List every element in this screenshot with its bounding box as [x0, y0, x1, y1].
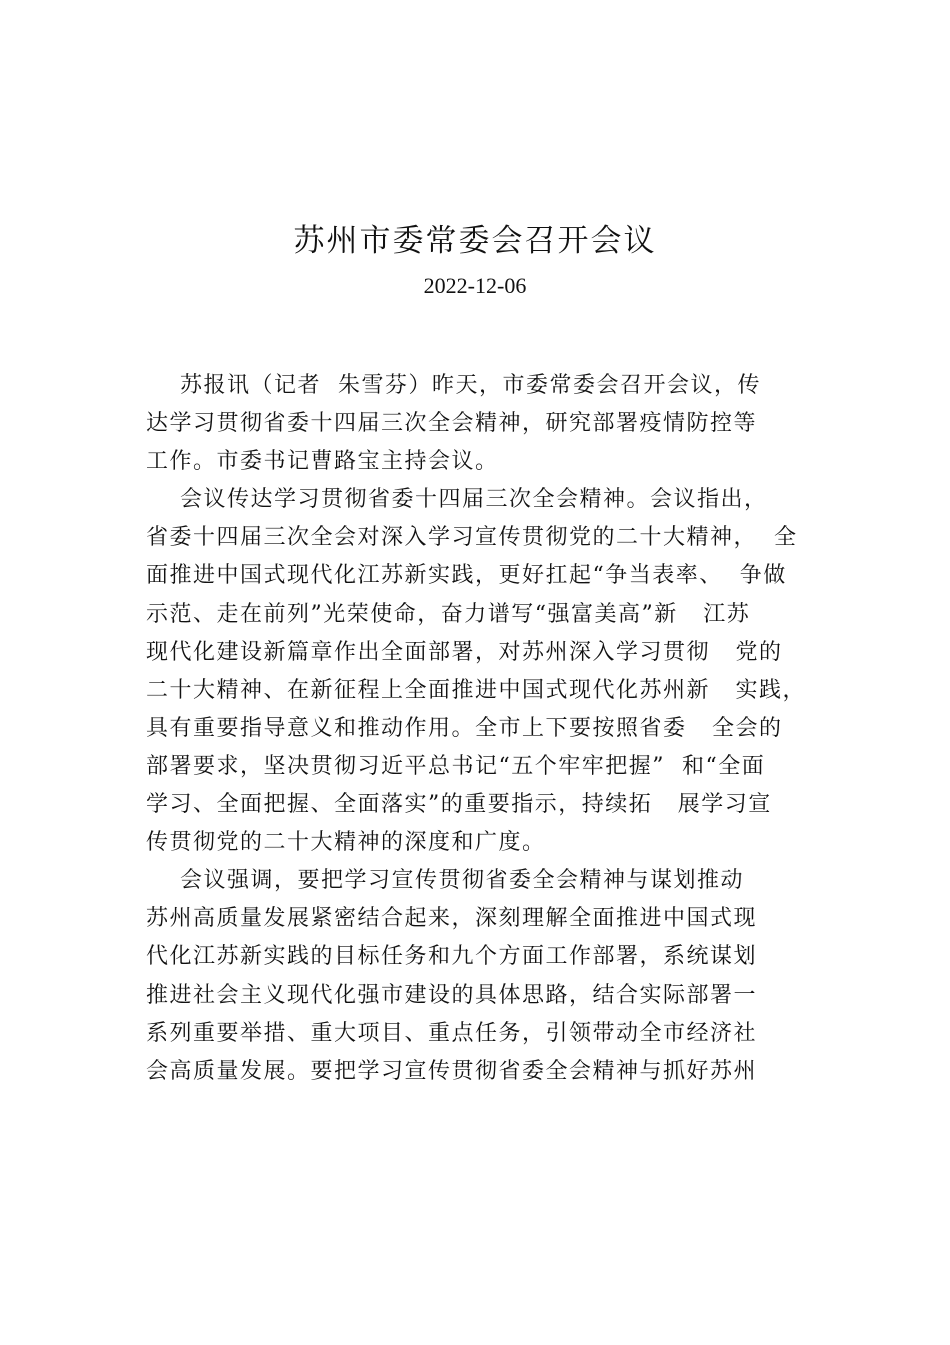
- body-line: 传贯彻党的二十大精神的深度和广度。: [146, 830, 546, 856]
- body-line: 二十大精神、在新征程上全面推进中国式现代化苏州新 实践，: [146, 677, 806, 703]
- article-date: 2022-12-06: [423, 273, 527, 298]
- body-line: 会议强调，要把学习宣传贯彻省委全会精神与谋划推动: [146, 868, 744, 894]
- body-line: 苏州高质量发展紧密结合起来，深刻理解全面推进中国式现: [146, 906, 758, 932]
- body-line: 代化江苏新实践的目标任务和九个方面工作部署，系统谋划: [146, 944, 758, 970]
- body-line: 会议传达学习贯彻省委十四届三次全会精神。会议指出，: [146, 487, 768, 513]
- body-line: 系列重要举措、重大项目、重点任务，引领带动全市经济社: [146, 1020, 758, 1046]
- article-title: 苏州市委常委会召开会议: [293, 223, 657, 259]
- body-line: 推进社会主义现代化强市建设的具体思路，结合实际部署一: [146, 982, 758, 1008]
- body-line: 具有重要指导意义和推动作用。全市上下要按照省委 全会的: [146, 715, 783, 741]
- article-body: [146, 367, 836, 1091]
- body-line: 部署要求，坚决贯彻习近平总书记“五个牢牢把握” 和“全面: [146, 753, 766, 779]
- body-line: 工作。市委书记曹路宝主持会议。: [146, 449, 499, 475]
- body-line: 学习、全面把握、全面落实”的重要指示，持续拓 展学习宣: [146, 792, 772, 818]
- body-line: 苏报讯（记者 朱雪芬）昨天，市委常委会召开会议，传: [146, 373, 761, 398]
- body-line: 示范、走在前列”光荣使命，奋力谱写“强富美高”新 江苏: [146, 601, 751, 627]
- body-line: 面推进中国式现代化江苏新实践，更好扛起“争当表率、 争做: [146, 563, 787, 589]
- body-line: 省委十四届三次全会对深入学习宣传贯彻党的二十大精神， 全: [146, 525, 798, 551]
- body-line: 会高质量发展。要把学习宣传贯彻省委全会精神与抓好苏州: [146, 1058, 758, 1084]
- body-line: 达学习贯彻省委十四届三次全会精神，研究部署疫情防控等: [146, 411, 758, 437]
- body-line: 现代化建设新篇章作出全面部署，对苏州深入学习贯彻 党的: [146, 639, 783, 665]
